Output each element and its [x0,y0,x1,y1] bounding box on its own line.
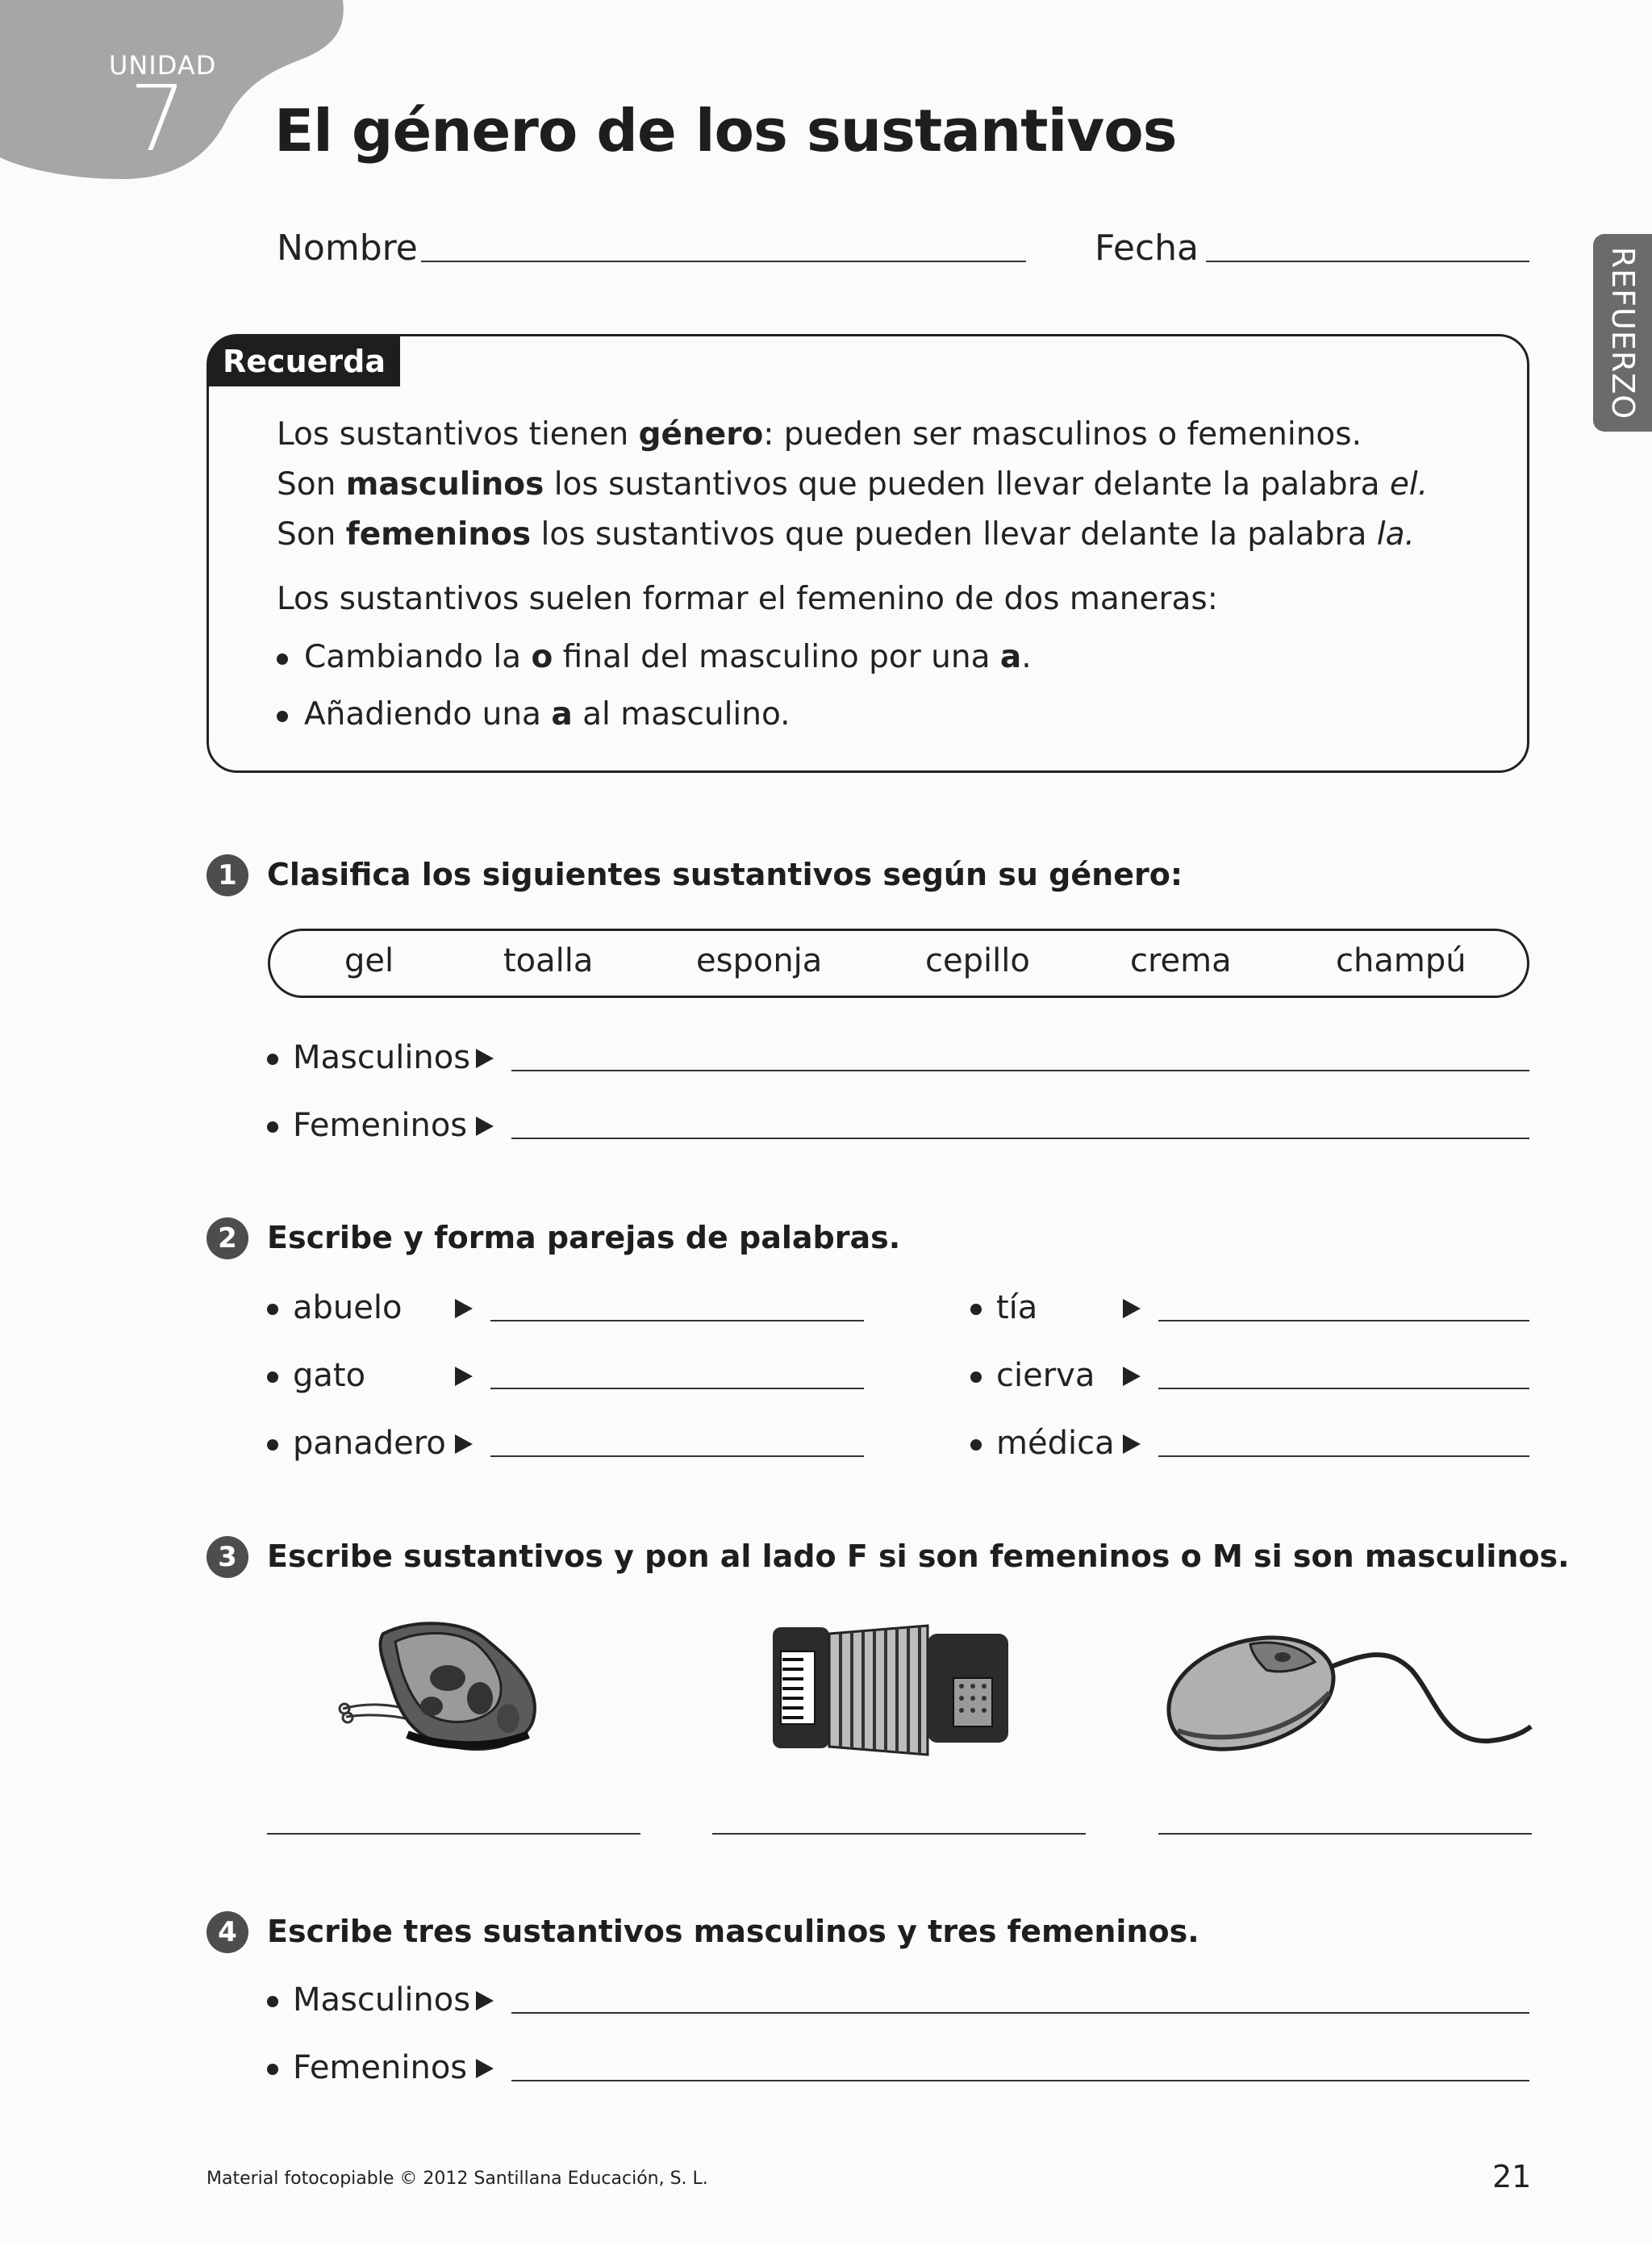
word-bank-item: crema [1130,942,1232,979]
exercise-1-title: Clasifica los siguientes sustantivos según su género: [267,857,1183,892]
bullet-dot [277,653,288,665]
ex4-fem-answer-line[interactable] [511,2080,1529,2081]
ex4-masc-item: Masculinos [267,1981,470,2019]
recuerda-line-3: Son femeninos los sustantivos que pueden llevar delante la palabra la. [277,516,1415,553]
side-tab-label: REFUERZO [1604,246,1641,420]
bullet-dot [277,711,288,722]
bullet-dot [267,1121,278,1133]
ex2-right-item: tía [970,1289,1037,1326]
ex2-left-item: gato [267,1357,365,1394]
ex1-fem-item: Femeninos [267,1107,467,1144]
exercise-2-number: 2 [206,1217,248,1259]
ex3-answer-line[interactable] [712,1833,1086,1835]
ex1-fem-answer-line[interactable] [511,1138,1529,1139]
bullet-dot [970,1304,982,1315]
ex2-answer-line[interactable] [490,1388,864,1389]
date-field[interactable] [1206,261,1529,262]
recuerda-line-2: Son masculinos los sustantivos que pueden llevar delante la palabra el. [277,466,1429,503]
arrow-right-icon [476,1049,494,1068]
arrow-right-icon [476,1117,494,1136]
arrow-right-icon [1123,1367,1141,1386]
ex3-answer-line[interactable] [267,1833,640,1835]
computer-mouse-icon [1162,1622,1533,1759]
unit-label: UNIDAD [109,50,217,81]
bullet-dot [267,1054,278,1065]
arrow-right-icon [1123,1434,1141,1454]
arrow-right-icon [455,1434,473,1454]
ex2-answer-line[interactable] [1158,1455,1529,1457]
unit-number: 7 [129,67,187,172]
name-label: Nombre [277,228,418,269]
page-number: 21 [1492,2159,1532,2194]
exercise-3-number: 3 [206,1536,248,1578]
word-bank-item: toalla [503,942,594,979]
bullet-dot [267,2064,278,2075]
name-field[interactable] [421,261,1026,262]
ex4-masc-answer-line[interactable] [511,2012,1529,2014]
bullet-dot [267,1996,278,2007]
arrow-right-icon [476,2059,494,2078]
word-bank-item: esponja [696,942,823,979]
recuerda-line-1: Los sustantivos tienen género: pueden ser masculinos o femeninos. [277,416,1362,453]
ex2-right-item: médica [970,1425,1115,1462]
exercise-2-title: Escribe y forma parejas de palabras. [267,1220,901,1255]
word-bank-item: gel [344,942,394,979]
exercise-4-number: 4 [206,1911,248,1953]
ex1-masc-item: Masculinos [267,1039,470,1076]
bullet-dot [267,1372,278,1383]
bullet-dot [267,1304,278,1315]
arrow-right-icon [455,1367,473,1386]
recuerda-bullet-1: Cambiando la o final del masculino por una a. [277,639,1032,675]
arrow-right-icon [1123,1299,1141,1318]
ex2-left-item: panadero [267,1425,446,1462]
word-bank-item: champú [1336,942,1466,979]
arrow-right-icon [476,1991,494,2010]
ex1-masc-answer-line[interactable] [511,1070,1529,1071]
ex2-right-item: cierva [970,1357,1095,1394]
ex3-answer-line[interactable] [1158,1833,1532,1835]
ex2-answer-line[interactable] [490,1455,864,1457]
exercise-4-title: Escribe tres sustantivos masculinos y tres femeninos. [267,1914,1199,1949]
recuerda-tag: Recuerda [208,336,400,386]
ex2-left-item: abuelo [267,1289,402,1326]
footer-copyright: Material fotocopiable © 2012 Santillana Educación, S. L. [206,2169,708,2189]
bullet-dot [970,1372,982,1383]
ex4-fem-item: Femeninos [267,2049,467,2086]
butterfly-icon [335,1614,553,1759]
ex2-answer-line[interactable] [490,1320,864,1321]
ex2-answer-line[interactable] [1158,1320,1529,1321]
side-tab [1593,234,1652,432]
page-title: El género de los sustantivos [274,97,1177,165]
accordion-icon [766,1609,1016,1763]
bullet-dot [970,1439,982,1451]
recuerda-line-4: Los sustantivos suelen formar el femenino de dos maneras: [277,581,1218,617]
exercise-1-number: 1 [206,854,248,896]
bullet-dot [267,1439,278,1451]
recuerda-bullet-2: Añadiendo una a al masculino. [277,696,791,733]
date-label: Fecha [1095,228,1199,269]
ex2-answer-line[interactable] [1158,1388,1529,1389]
arrow-right-icon [455,1299,473,1318]
exercise-3-title: Escribe sustantivos y pon al lado F si son femeninos o M si son masculinos. [267,1539,1570,1574]
word-bank-item: cepillo [925,942,1030,979]
